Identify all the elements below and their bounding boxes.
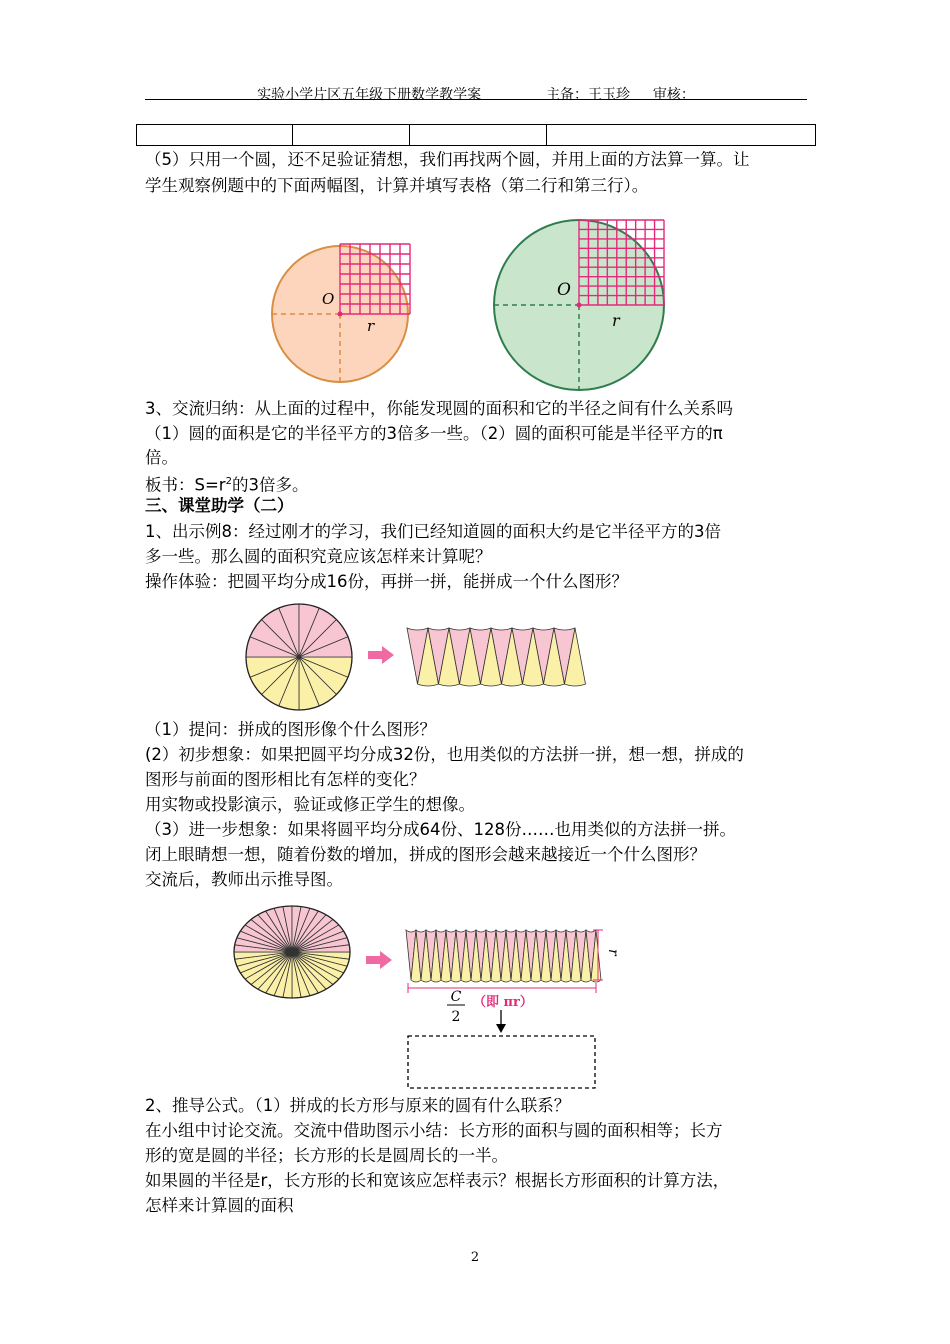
section-title: 三、课堂助学（二） <box>145 496 294 515</box>
header-title: 实验小学片区五年级下册数学教学案 <box>257 87 482 103</box>
derivation-figure <box>228 900 621 1095</box>
green-center-dot <box>577 303 582 308</box>
board-suffix: 的3倍多。 <box>231 475 309 495</box>
question-3-line3: 交流后，教师出示推导图。 <box>145 870 343 889</box>
table-cell <box>293 125 410 146</box>
down-arrow-icon <box>496 1024 506 1033</box>
fraction-note: （即 πr） <box>473 995 533 1010</box>
question-2-line1: (2）初步想象：如果把圆平均分成32份，也用类似的方法拼一拼，想一想，拼成的 <box>145 745 744 764</box>
orange-center-dot <box>338 312 343 317</box>
paragraph-example-line1: 1、出示例8：经过刚才的学习，我们已经知道圆的面积大约是它半径平方的3倍 <box>145 522 721 541</box>
question-1: （1）提问：拼成的图形像个什么图形？ <box>145 720 436 739</box>
question-2-line2: 图形与前面的图形相比有怎样的变化？ <box>145 770 426 789</box>
data-table-row <box>136 124 816 146</box>
sixteen-sector-figure <box>240 600 600 710</box>
many-sector-graphic <box>234 906 603 1033</box>
two-circles-grid-figure <box>260 200 680 390</box>
paragraph-summary-line1: 3、交流归纳：从上面的过程中，你能发现圆的面积和它的半径之间有什么关系吗 <box>145 399 733 418</box>
board-sup: 2 <box>225 476 232 487</box>
paragraph-step5-line2: 学生观察例题中的下面两幅图，计算并填写表格（第二行和第三行）。 <box>145 176 649 195</box>
paragraph-derive-line5: 怎样来计算圆的面积 <box>145 1196 294 1215</box>
table-cell <box>547 125 816 146</box>
answer-box <box>408 1036 595 1088</box>
question-3-line2: 闭上眼睛想一想，随着份数的增加，拼成的图形会越来越接近一个什么图形？ <box>145 845 706 864</box>
paragraph-derive-line4: 如果圆的半径是r，长方形的长和宽该应怎样表示？根据长方形面积的计算方法， <box>145 1171 730 1190</box>
header-reviewer: 审核： <box>652 87 695 103</box>
sixteen-sector-graphic <box>246 604 586 710</box>
header-preparer: 主备：王玉珍 <box>546 87 630 103</box>
paragraph-derive-line2: 在小组中讨论交流。交流中借助图示小结：长方形的面积与圆的面积相等；长方 <box>145 1121 723 1140</box>
paragraph-derive-line3: 形的宽是圆的半径；长方形的长是圆周长的一半。 <box>145 1146 508 1165</box>
arrow-icon <box>366 951 392 969</box>
fraction-denominator: 2 <box>451 1009 461 1025</box>
orange-center-label: O <box>322 290 335 308</box>
paragraph-summary-line3: 倍。 <box>145 448 178 467</box>
green-radius-label: r <box>612 311 620 330</box>
orange-radius-label: r <box>367 317 375 335</box>
paragraph-example-line2: 多一些。那么圆的面积究竟应该怎样来计算呢？ <box>145 547 492 566</box>
table-cell <box>137 125 293 146</box>
paragraph-step5-line1: （5）只用一个圆，还不足验证猜想，我们再找两个圆，并用上面的方法算一算。让 <box>145 150 750 169</box>
paragraph-derive-line1: 2、推导公式。（1）拼成的长方形与原来的圆有什么联系？ <box>145 1096 571 1115</box>
question-3-line1: （3）进一步想象：如果将圆平均分成64份、128份……也用类似的方法拼一拼。 <box>145 820 736 839</box>
page-number: 2 <box>470 1250 480 1265</box>
question-2-line3: 用实物或投影演示，验证或修正学生的想像。 <box>145 795 475 814</box>
table-cell <box>410 125 547 146</box>
paragraph-summary-line2: （1）圆的面积是它的半径平方的3倍多一些。（2）圆的面积可能是半径平方的π <box>145 424 723 443</box>
green-center-label: O <box>557 280 571 300</box>
fraction-numerator: C <box>450 989 462 1005</box>
header-rule <box>145 99 807 100</box>
paragraph-example-line3: 操作体验：把圆平均分成16份，再拼一拼，能拼成一个什么图形？ <box>145 572 628 591</box>
arrow-icon <box>368 646 394 664</box>
page-header <box>145 84 807 104</box>
rectangle-width-label: r <box>605 949 621 956</box>
board-prefix: 板书：S=r <box>145 475 226 495</box>
